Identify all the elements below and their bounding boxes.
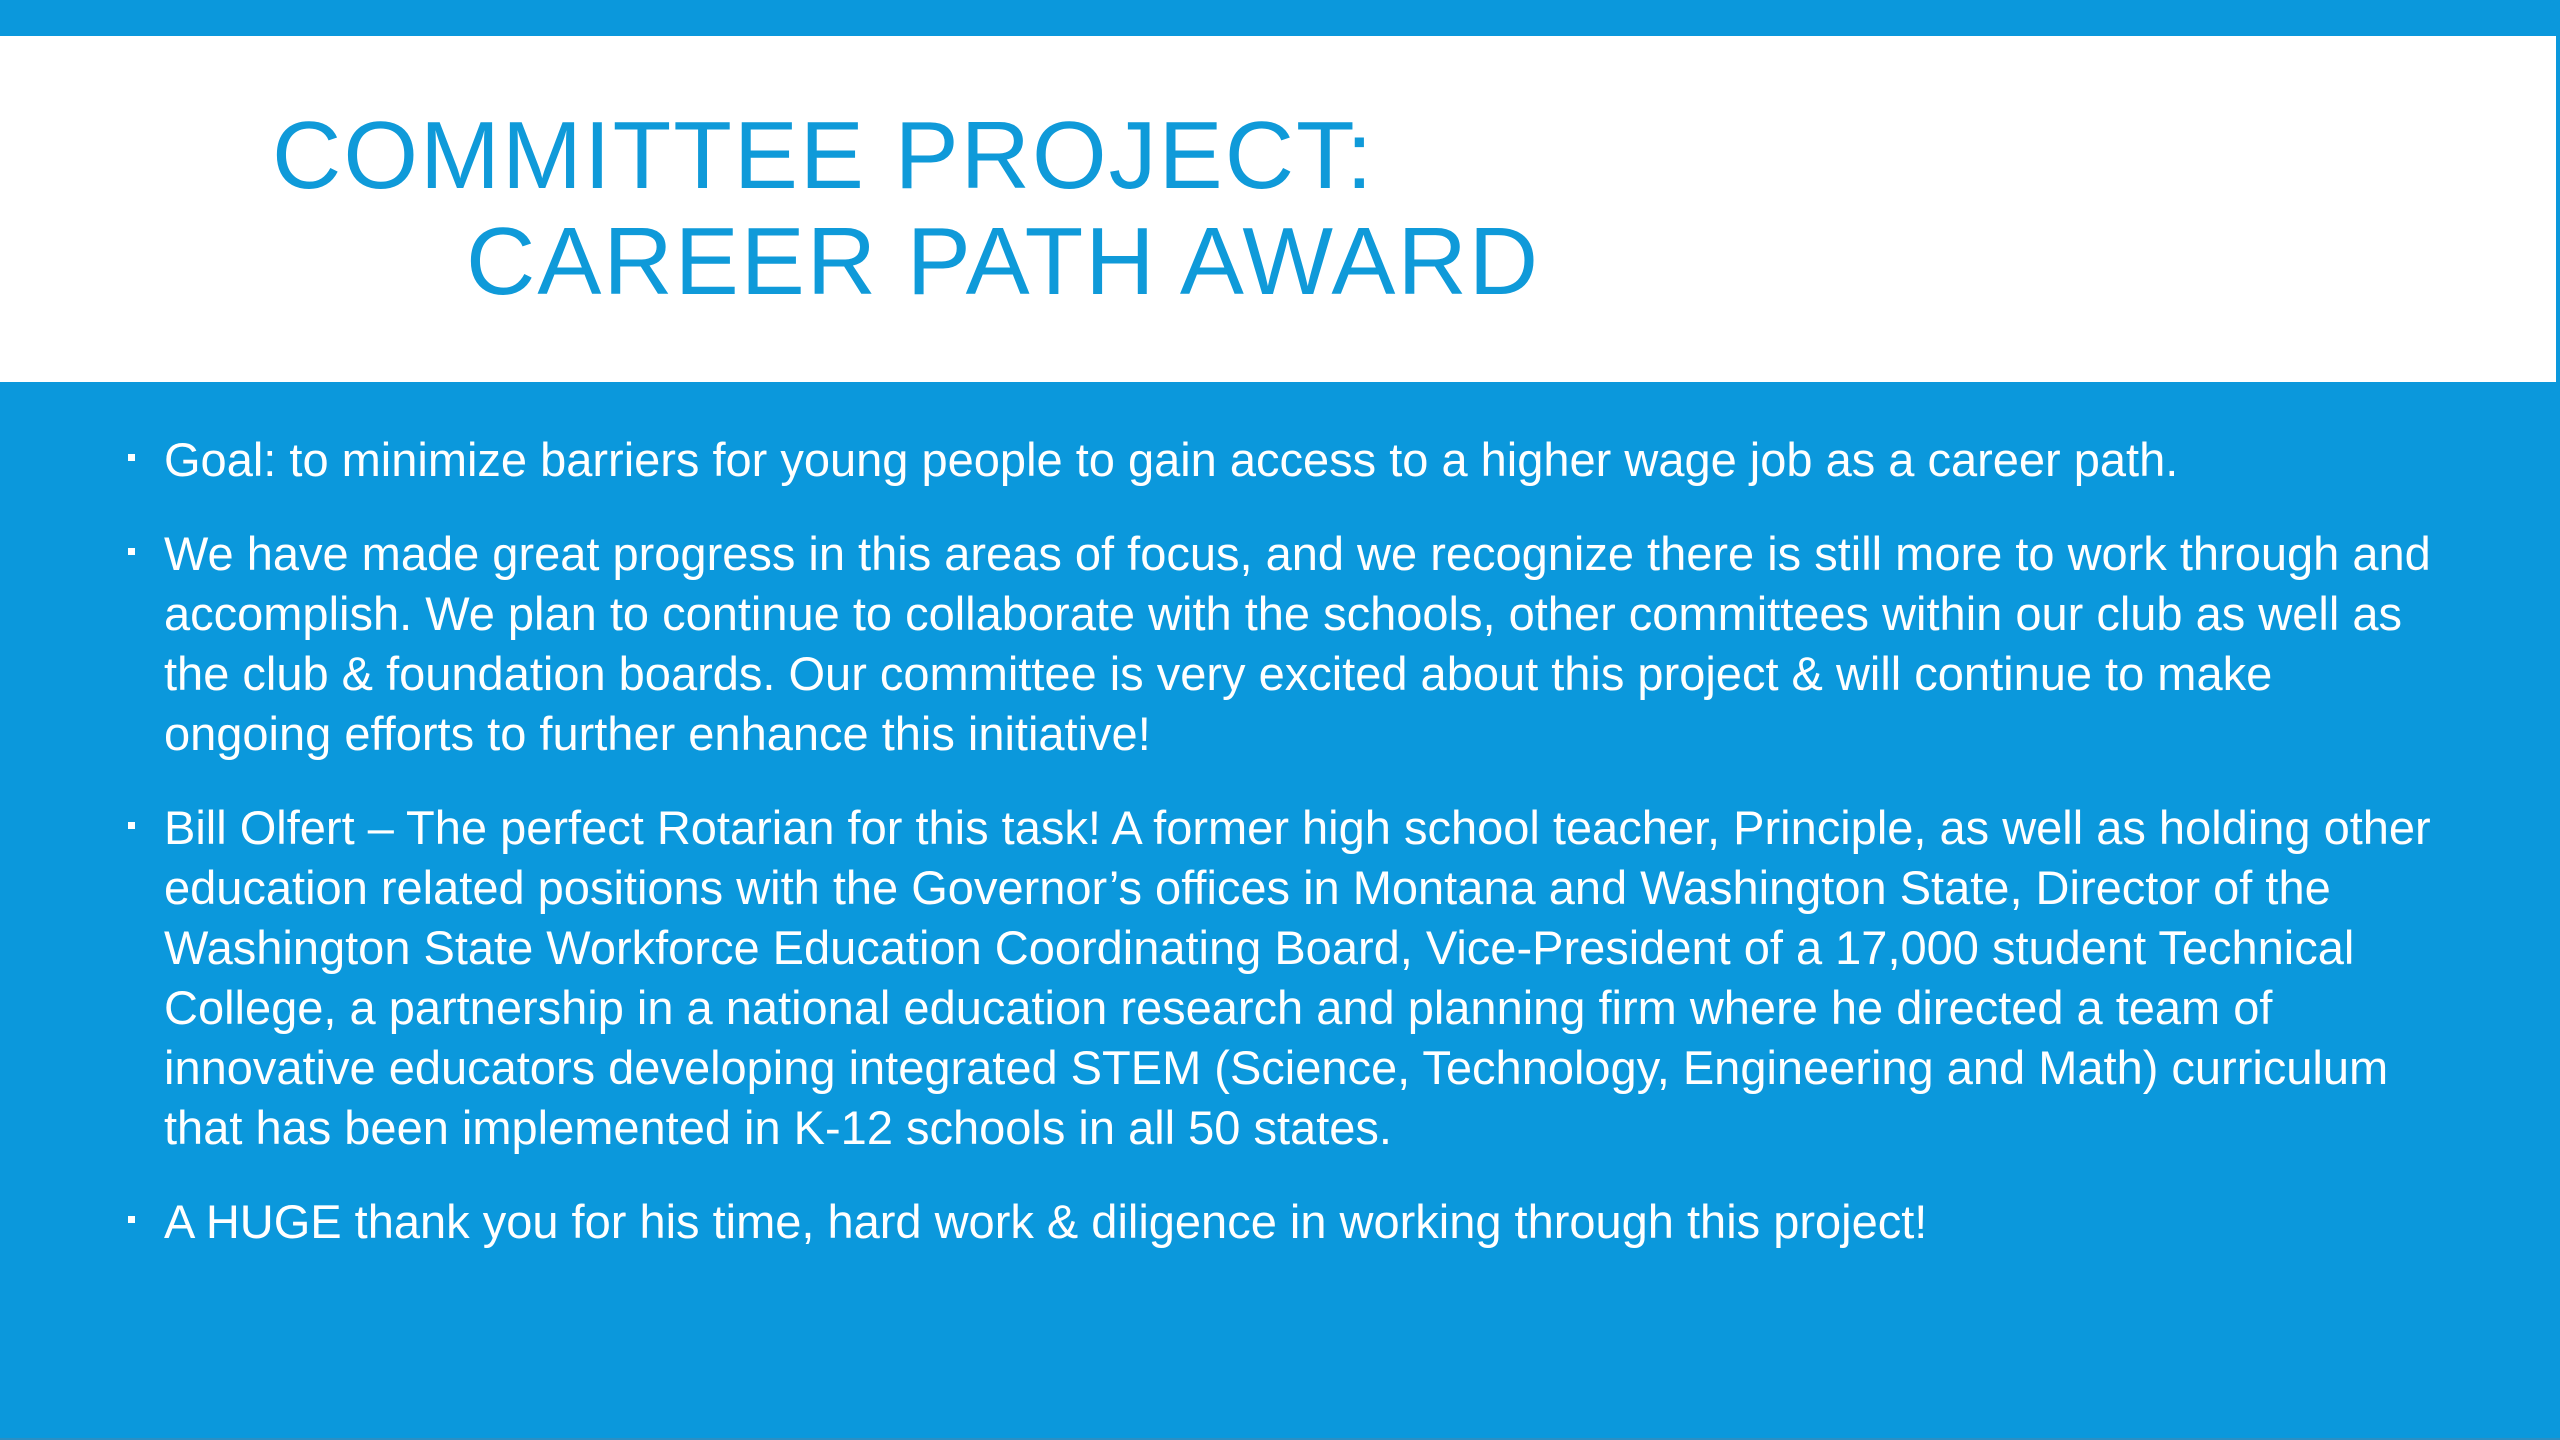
top-accent-strip: [0, 0, 2560, 36]
bullet-item-goal: [128, 430, 2448, 490]
slide-title-line-1: COMMITTEE PROJECT:: [272, 102, 1375, 209]
bullet-list: [128, 430, 2448, 1286]
bullet-square-icon: [128, 822, 135, 829]
bullet-text: We have made great progress in this areas of focus, and we recognize there is still more to work through and accomplish. We plan to continue to collaborate with the schools, other committees within our club as well as the club & foundation boards. Our committee is very excited about this project & will continue to make ongoing efforts to further enhance this initiative!: [164, 527, 2431, 760]
bullet-item-bill-olfert: [128, 798, 2448, 1158]
bullet-square-icon: [128, 1216, 135, 1223]
bullet-text: A HUGE thank you for his time, hard work & diligence in working through this project!: [164, 1195, 1928, 1248]
bullet-square-icon: [128, 454, 135, 461]
bullet-item-progress: [128, 524, 2448, 764]
bullet-square-icon: [128, 548, 135, 555]
slide-title-line-2: CAREER PATH AWARD: [466, 208, 1541, 315]
bullet-text: Goal: to minimize barriers for young people to gain access to a higher wage job as a career path.: [164, 433, 2179, 486]
bullet-item-thank-you: [128, 1192, 2448, 1252]
slide-body: [0, 382, 2560, 1440]
title-band: [0, 36, 2560, 382]
bullet-text: Bill Olfert – The perfect Rotarian for this task! A former high school teacher, Principle, as well as holding other education related positions with the Governor’s offices in Montana and Washington State, Director of the Washington State Workforce Education Coordinating Board, Vice-President of a 17,000 student Technical College, a partnership in a national education research and planning firm where he directed a team of innovative educators developing integrated STEM (Science, Technology, Engineering and Math) curriculum that has been implemented in K-12 schools in all 50 states.: [164, 801, 2431, 1154]
